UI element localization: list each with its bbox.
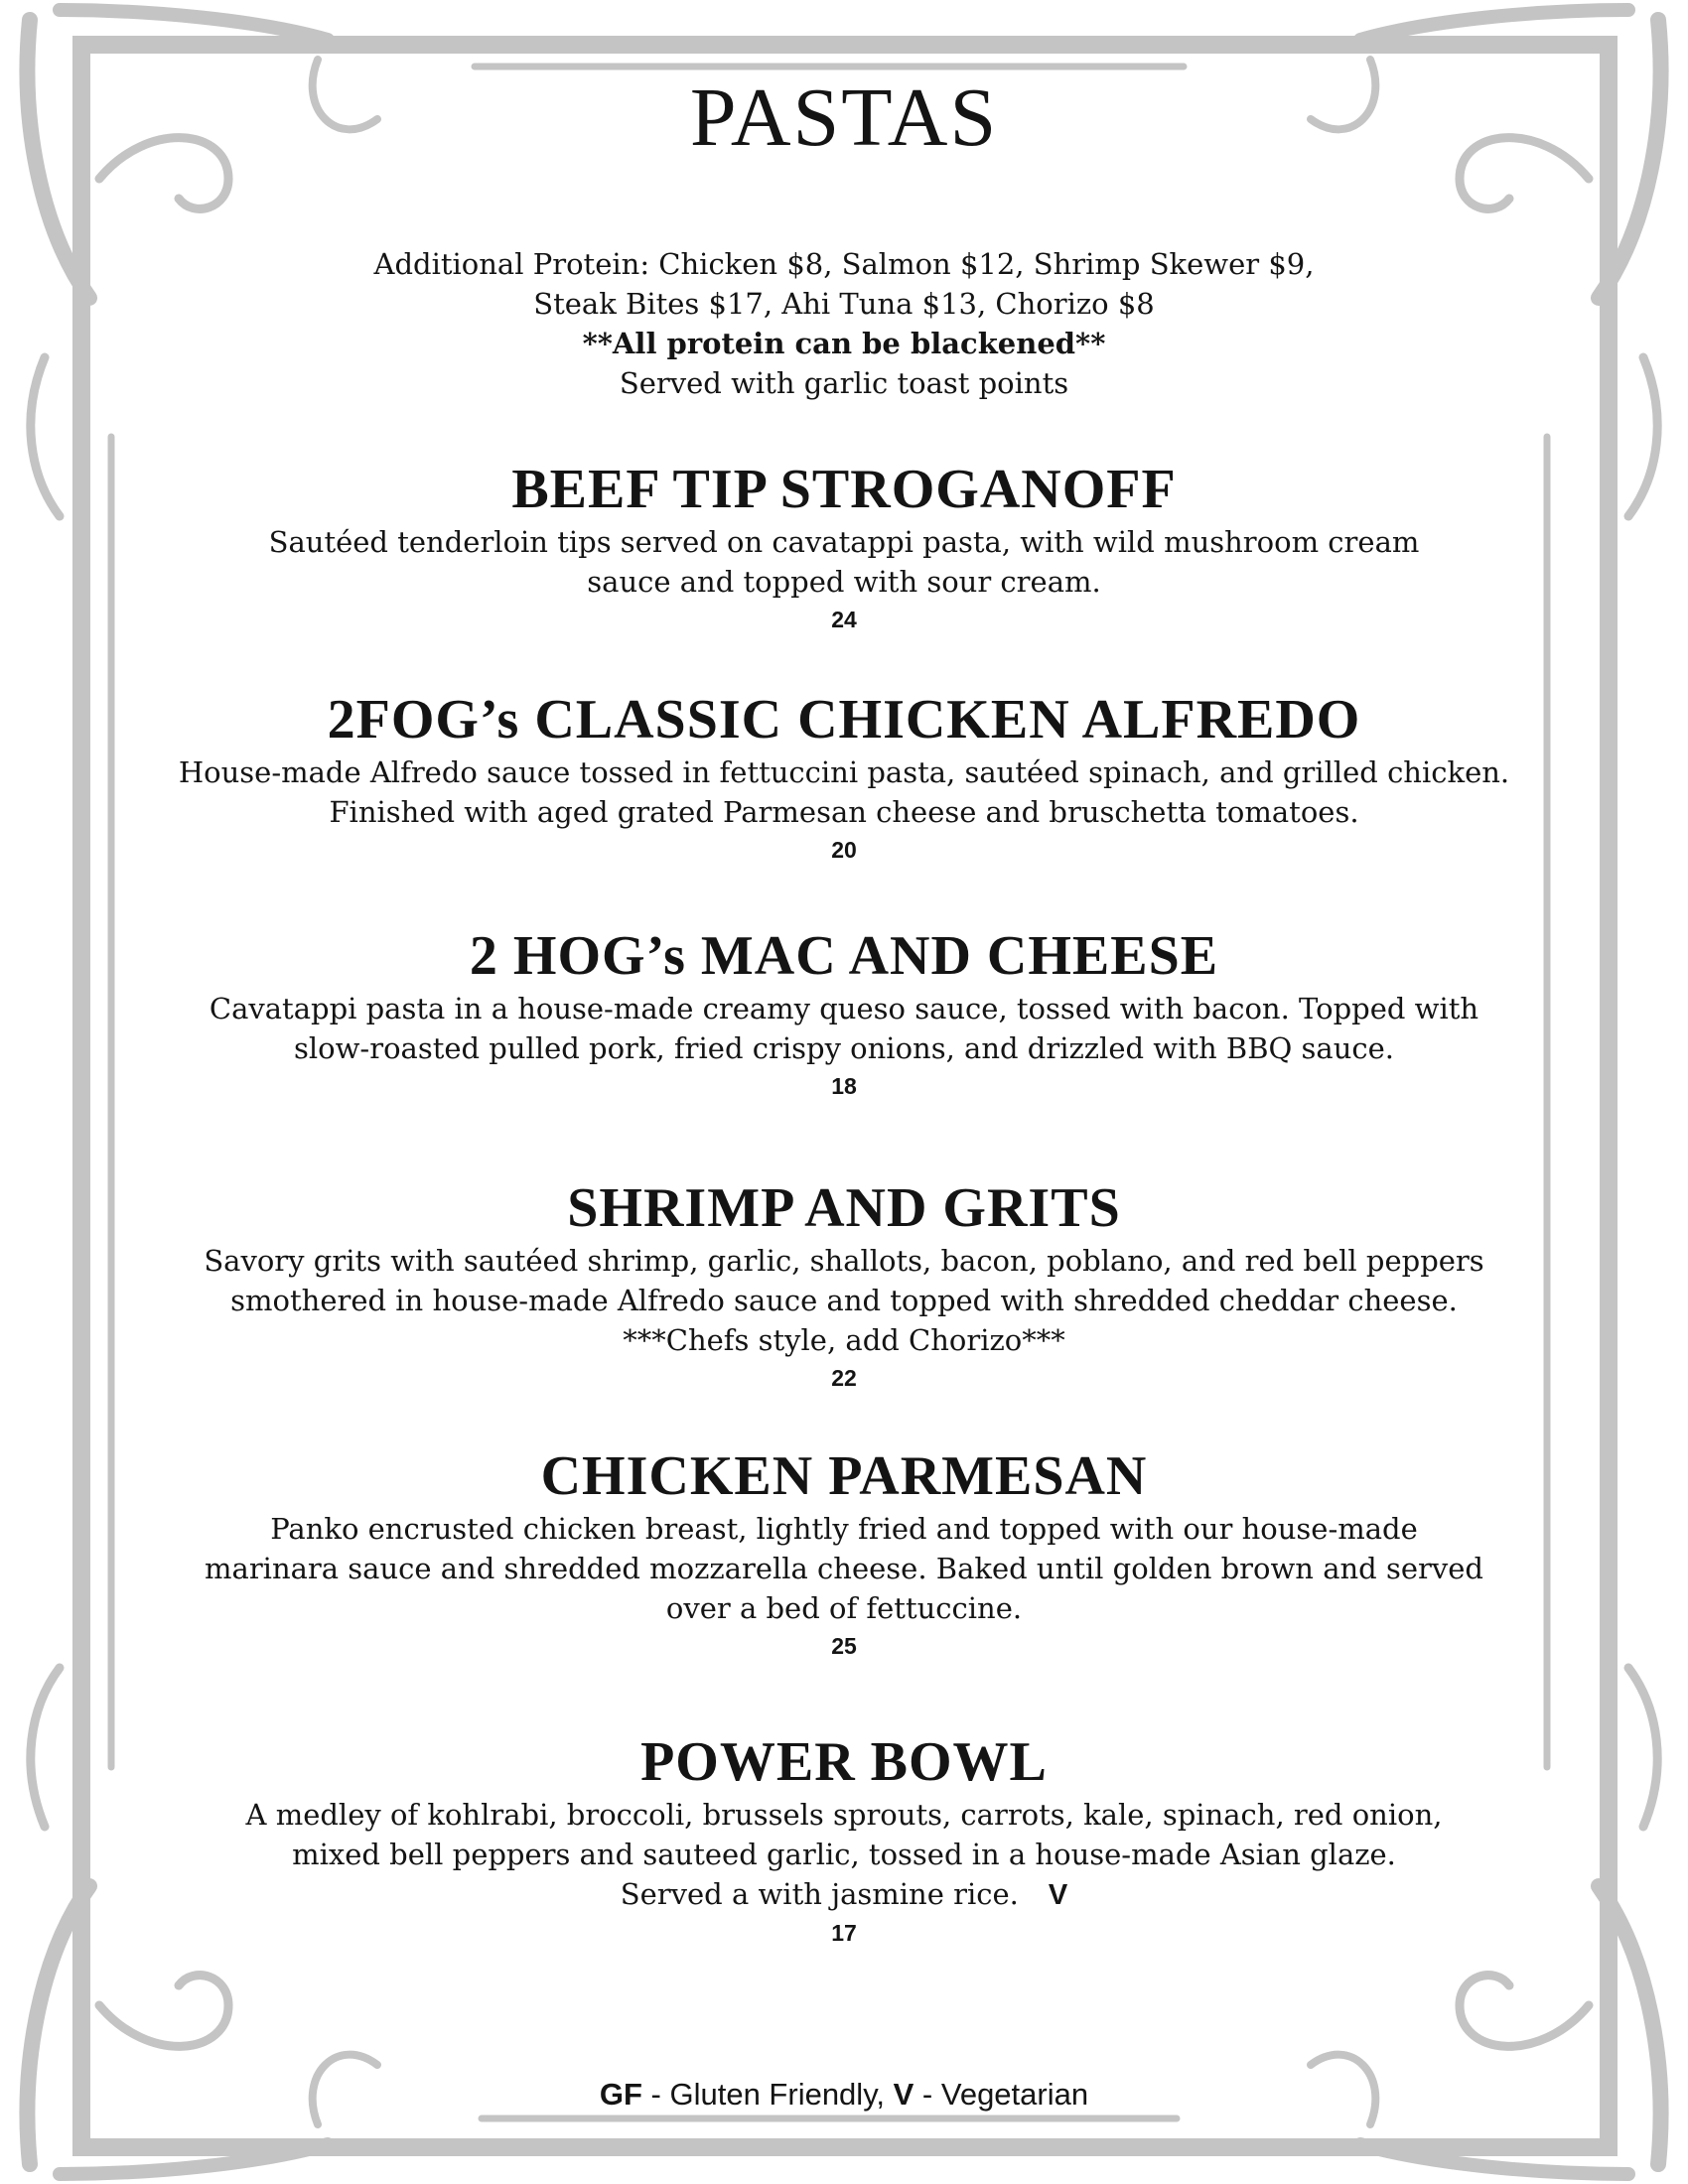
dietary-legend <box>0 2077 1688 2113</box>
item-description <box>139 522 1549 602</box>
protein-prices-line-2: Steak Bites $17, Ahi Tuna $13, Chorizo $8 <box>533 287 1155 321</box>
item-name: SHRIMP AND GRITS <box>567 1177 1121 1239</box>
item-price: 20 <box>831 837 857 863</box>
item-description <box>139 1509 1549 1628</box>
desc-line: House-made Alfredo sauce tossed in fettuccini pasta, sautéed spinach, and grilled chicken. <box>178 755 1510 789</box>
desc-line: over a bed of fettuccine. <box>665 1591 1023 1625</box>
item-description <box>139 1241 1549 1360</box>
served-with-note: Served with garlic toast points <box>619 366 1069 400</box>
page-title: PASTAS <box>689 71 999 164</box>
desc-line: Finished with aged grated Parmesan cheese and bruschetta tomatoes. <box>329 795 1359 829</box>
desc-line: marinara sauce and shredded mozzarella cheese. Baked until golden brown and served <box>205 1552 1483 1585</box>
item-description <box>139 752 1549 832</box>
legend-v-code: V <box>893 2077 914 2112</box>
desc-line-text: Served a with jasmine rice. <box>620 1877 1019 1911</box>
menu-item-chicken-parmesan <box>139 1445 1549 1664</box>
menu-item-beef-tip-stroganoff <box>139 459 1549 637</box>
desc-line <box>139 1874 1549 1915</box>
desc-line: mixed bell peppers and sauteed garlic, tossed in a house-made Asian glaze. <box>292 1838 1396 1871</box>
desc-line: Panko encrusted chicken breast, lightly fried and topped with our house-made <box>270 1512 1418 1546</box>
protein-info <box>0 244 1688 403</box>
blackened-note: **All protein can be blackened** <box>582 327 1106 360</box>
item-name: POWER BOWL <box>640 1731 1048 1793</box>
item-price: 22 <box>831 1365 857 1391</box>
item-name: BEEF TIP STROGANOFF <box>511 459 1177 520</box>
item-name: 2FOG’s CLASSIC CHICKEN ALFREDO <box>327 689 1361 751</box>
legend-gf-text: - Gluten Friendly, <box>641 2077 894 2112</box>
desc-line: sauce and topped with sour cream. <box>587 565 1101 599</box>
protein-prices-line-1: Additional Protein: Chicken $8, Salmon $12, Shrimp Skewer $9, <box>373 247 1315 281</box>
desc-line: A medley of kohlrabi, broccoli, brussels sprouts, carrots, kale, spinach, red onion, <box>245 1798 1443 1832</box>
vegetarian-tag: V <box>1048 1879 1068 1911</box>
item-description <box>139 989 1549 1068</box>
menu-item-power-bowl <box>139 1731 1549 1951</box>
item-name: CHICKEN PARMESAN <box>540 1445 1148 1507</box>
item-price: 24 <box>831 607 857 632</box>
item-name: 2 HOG’s MAC AND CHEESE <box>469 925 1219 987</box>
item-description <box>139 1795 1549 1915</box>
item-price: 25 <box>831 1633 857 1659</box>
legend-v-text: - Vegetarian <box>914 2077 1089 2112</box>
item-price: 18 <box>831 1073 857 1099</box>
desc-line: Cavatappi pasta in a house-made creamy queso sauce, tossed with bacon. Topped with <box>209 992 1479 1025</box>
desc-line: slow-roasted pulled pork, fried crispy onions, and drizzled with BBQ sauce. <box>293 1031 1395 1065</box>
desc-line: smothered in house-made Alfredo sauce and topped with shredded cheddar cheese. <box>230 1284 1458 1317</box>
desc-line: Sautéed tenderloin tips served on cavatappi pasta, with wild mushroom cream <box>268 525 1420 559</box>
item-price: 17 <box>831 1920 857 1946</box>
desc-line: Savory grits with sautéed shrimp, garlic, shallots, bacon, poblano, and red bell peppers <box>204 1244 1484 1278</box>
menu-item-shrimp-and-grits <box>139 1177 1549 1396</box>
menu-item-classic-chicken-alfredo <box>139 689 1549 868</box>
legend-gf-code: GF <box>599 2077 642 2112</box>
menu-item-mac-and-cheese <box>139 925 1549 1104</box>
desc-line: ***Chefs style, add Chorizo*** <box>623 1323 1065 1357</box>
